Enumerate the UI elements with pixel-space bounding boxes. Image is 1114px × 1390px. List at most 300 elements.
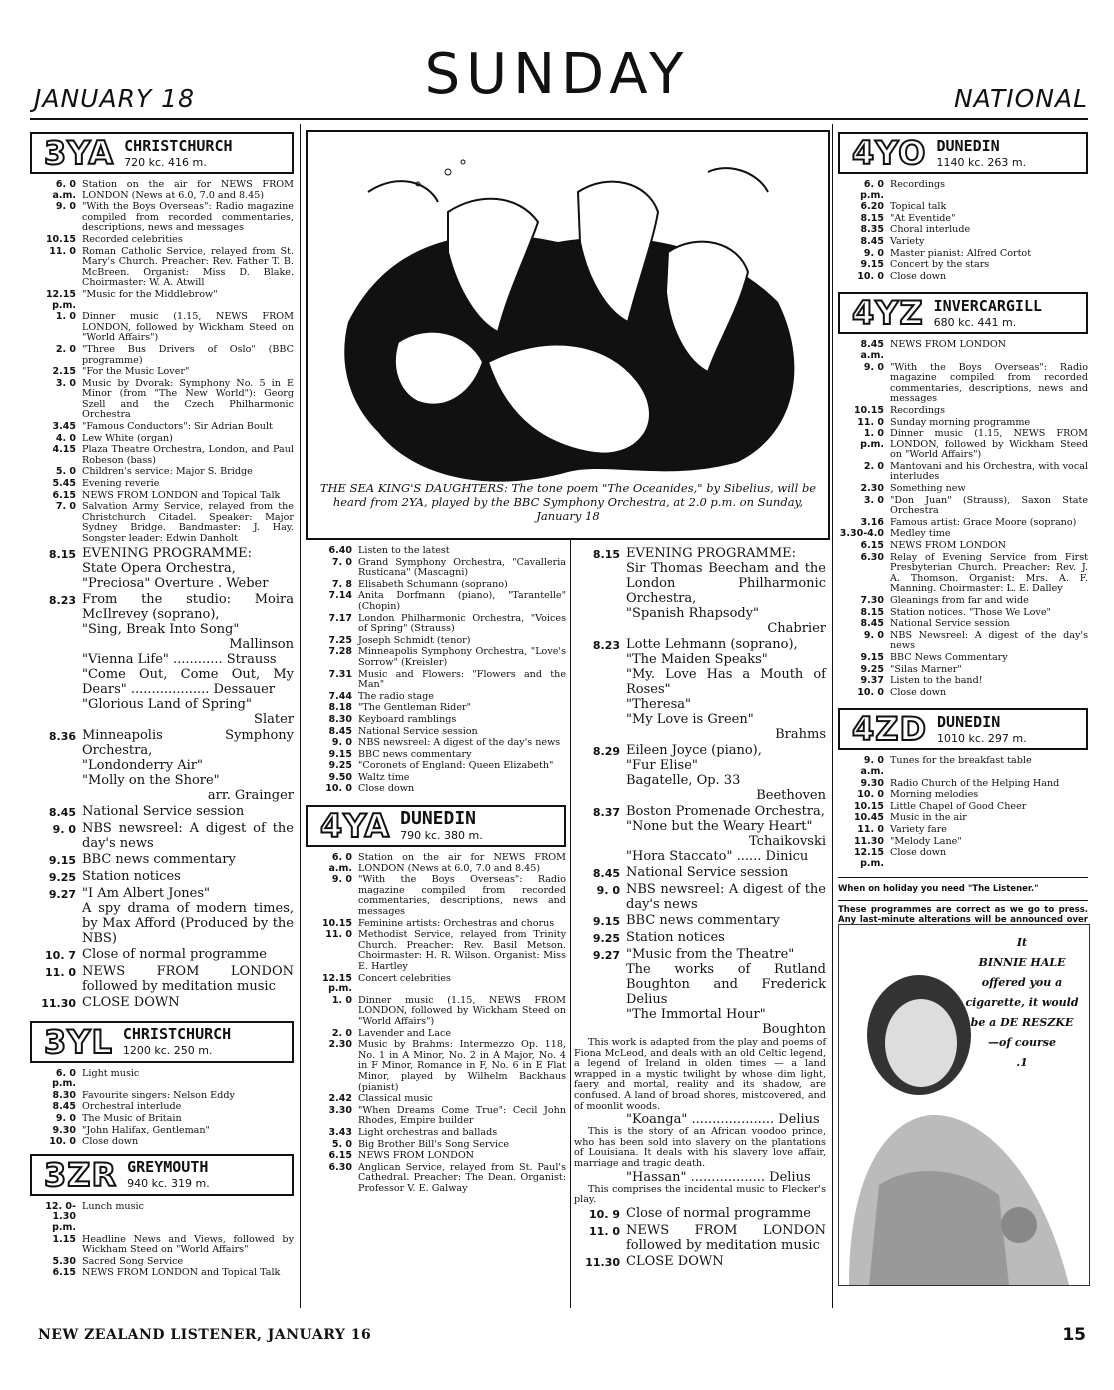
programme-time: 9.50 — [328, 771, 352, 783]
programme-time: 7.31 — [328, 668, 352, 680]
programme-time: 9.25 — [860, 663, 884, 675]
programme-item: 9. 0 NBS newsreel: A digest of the day's news — [52, 820, 294, 851]
programme-time: 9.25 — [328, 760, 352, 772]
programme-title: Variety fare — [890, 823, 947, 835]
programme-item — [838, 665, 1088, 676]
programme-item — [30, 445, 294, 466]
programme-title: NEWS FROM LONDON and Topical Talk — [82, 489, 281, 501]
programme-item — [838, 653, 1088, 664]
programme-time: 7.14 — [328, 590, 352, 602]
programme-time: 11. 0 — [325, 929, 352, 941]
programme-title: Mantovani and his Orchestra, with vocal interludes — [890, 460, 1088, 483]
programme-item — [30, 247, 294, 289]
programme-title: Recorded celebrities — [82, 233, 183, 245]
programme-title: "Music for the Middlebrow" — [82, 288, 218, 300]
programme-item — [838, 676, 1088, 687]
programme-time: 8.45 a.m. — [860, 339, 884, 361]
programme-item: 9. 0 NBS newsreel: A digest of the day's news — [596, 882, 826, 912]
programme-title: Tunes for the breakfast table — [890, 755, 1032, 767]
programme-time: 2.30 — [860, 483, 884, 495]
programme-item — [30, 367, 294, 378]
programme-item — [838, 790, 1088, 801]
programme-time: 7. 0 — [331, 556, 352, 568]
holiday-note: When on holiday you need "The Listener." — [838, 884, 1039, 895]
programme-title: Listen to the latest — [358, 545, 450, 556]
programme-item — [838, 214, 1088, 225]
ad-line: .1 — [1016, 1056, 1028, 1069]
programme-title: The Music of Britain — [82, 1112, 182, 1124]
programme-item: 9.15 BBC news commentary — [592, 913, 780, 928]
programme-title: Morning melodies — [890, 789, 979, 801]
programme-time: 2.15 — [52, 366, 76, 378]
programme-item — [30, 1069, 294, 1090]
programme-title: Close down — [890, 270, 947, 282]
column-4 — [838, 130, 1088, 935]
programme-item — [306, 580, 566, 591]
programme-time: 8.30 — [52, 1089, 76, 1101]
programme-title: Medley time — [890, 528, 951, 540]
ad-line: It — [1016, 936, 1028, 949]
programme-item — [838, 462, 1088, 483]
programme-time: 6.15 — [860, 540, 884, 552]
programme-item: 9.25 Station notices — [592, 930, 725, 945]
programme-item — [306, 715, 566, 726]
programme-time: 8.45 — [52, 1101, 76, 1113]
programme-item — [306, 670, 566, 691]
ad-line: cigarette, it would — [965, 996, 1079, 1009]
programme-item — [306, 773, 566, 784]
station-logo: 3ZR — [44, 1155, 118, 1194]
programme-item — [838, 363, 1088, 405]
programme-time: 9. 0 — [863, 361, 884, 373]
programme-title: Headline News and Views, followed by Wickham Steed on "World Affairs" — [82, 1233, 294, 1256]
programme-title: Music and Flowers: "Flowers and the Man" — [358, 668, 566, 691]
programme-time: 8.15 — [860, 606, 884, 618]
programme-title: NBS newsreel: A digest of the day's news — [358, 737, 561, 749]
ad-line: offered you a — [981, 976, 1063, 989]
de-reszke-advertisement — [838, 924, 1090, 1286]
programme-item — [30, 422, 294, 433]
programme-item — [306, 738, 566, 749]
programme-title: Plaza Theatre Orchestra, London, and Paul Robeson (bass) — [82, 444, 294, 466]
programme-time: 8.45 — [860, 235, 884, 247]
station-frequency: 790 kc. 380 m. — [400, 828, 483, 842]
programme-note: This is the story of an African voodoo prince, who has been sold into slavery on the plantations of Louisiana. It deals with his slavery love affair, marriage and tragic death. — [574, 1126, 826, 1169]
programme-item — [306, 614, 566, 635]
programme-item — [306, 558, 566, 579]
programme-item — [306, 591, 566, 612]
programme-time: 9.30 — [860, 777, 884, 789]
programme-time: 6. 0 a.m. — [52, 179, 76, 201]
programme-time: 10. 0 — [49, 1136, 76, 1148]
programme-time: 7.17 — [328, 612, 352, 624]
programme-item — [306, 1106, 566, 1127]
programme-time: 5.30 — [52, 1255, 76, 1267]
programme-title: "Don Juan" (Strauss), Saxon State Orchestra — [890, 494, 1088, 517]
station-name: GREYMOUTH — [127, 1158, 209, 1177]
programme-time: 9. 0 — [55, 1112, 76, 1124]
programme-item: 8.37 Boston Promenade Orchestra, "None but the Weary Heart" Tchaikovski "Hora Staccato" ...... Dinicu — [592, 804, 826, 864]
programme-item — [306, 750, 566, 761]
programme-time: 8.45 — [860, 618, 884, 630]
programme-title: Orchestral interlude — [82, 1101, 182, 1113]
programme-item — [30, 180, 294, 201]
programme-time: 6.15 — [328, 1150, 352, 1162]
programme-title: Station on the air for NEWS FROM LONDON (News at 6.0, 7.0 and 8.45) — [82, 179, 294, 201]
programme-item — [838, 541, 1088, 552]
programme-item — [306, 647, 566, 668]
programme-item — [30, 491, 294, 502]
programme-item: 8.15 EVENING PROGRAMME: State Opera Orchestra, "Preciosa" Overture . Weber — [48, 545, 269, 591]
programme-item — [30, 1257, 294, 1268]
network-heading: NATIONAL — [953, 84, 1088, 113]
programme-list-3yl — [30, 1069, 294, 1148]
programme-time: 9.30 — [52, 1124, 76, 1136]
programme-title: Radio Church of the Helping Hand — [890, 777, 1060, 789]
programme-item — [838, 596, 1088, 607]
programme-time: 9. 0 — [863, 247, 884, 259]
station-name: DUNEDIN — [400, 807, 476, 829]
programme-title: Concert by the stars — [890, 259, 990, 271]
programme-item — [30, 235, 294, 246]
programme-time: 2. 0 — [55, 343, 76, 355]
programme-time: 3.45 — [52, 421, 76, 433]
column-2 — [306, 546, 566, 1195]
programme-item — [838, 518, 1088, 529]
column-3 — [574, 546, 826, 1271]
programme-item — [30, 1202, 294, 1234]
programme-item: 8.23 From the studio: Moira McIlrevey (soprano), "Sing, Break Into Song" Mallinson "Vienna Life" ............ Strauss "Come Out, Come Out, My Dears" ................... Dessauer "Glorious Land of Spring" Slater — [48, 591, 294, 727]
programme-item — [30, 1126, 294, 1137]
programme-item — [838, 779, 1088, 790]
programme-title: NEWS FROM LONDON — [890, 339, 1007, 351]
programme-time: 6. 0 p.m. — [860, 179, 884, 201]
programme-title: Children's service: Major S. Bridge — [82, 466, 253, 478]
programme-time: 2. 0 — [331, 1027, 352, 1039]
programme-item — [838, 631, 1088, 652]
station-header-3ya — [30, 132, 294, 174]
programme-title: Waltz time — [358, 771, 410, 783]
programme-item — [838, 825, 1088, 836]
programme-item: "Hassan" .................. Delius — [626, 1169, 811, 1185]
programme-time: 10.15 — [45, 233, 76, 245]
programme-title: "With the Boys Overseas": Radio magazine compiled from recorded commentaries, descriptions, news and messages — [82, 201, 294, 234]
programme-time: 9.15 — [328, 748, 352, 760]
programme-title: Light orchestras and ballads — [358, 1126, 498, 1138]
mermaids-drawing — [308, 132, 824, 534]
programme-title: NBS Newsreel: A digest of the day's news — [890, 629, 1088, 652]
programme-item — [30, 434, 294, 445]
programme-time: 6.40 — [328, 545, 352, 556]
programme-item — [838, 429, 1088, 461]
programme-item — [30, 1091, 294, 1102]
station-frequency: 940 kc. 319 m. — [127, 1177, 210, 1191]
ad-line: BINNIE HALE — [978, 956, 1066, 969]
programme-item: 8.23 Lotte Lehmann (soprano), "The Maiden Speaks" "My. Love Has a Mouth of Roses" "Theresa" "My Love is Green" Brahms — [592, 637, 826, 742]
station-logo: 4YA — [320, 807, 391, 846]
programme-time: 2. 0 — [863, 460, 884, 472]
programme-title: "Famous Conductors": Sir Adrian Boult — [82, 421, 273, 433]
programme-title: Lew White (organ) — [82, 432, 173, 444]
column-divider — [832, 124, 833, 1308]
programme-time: 6. 0 p.m. — [52, 1067, 76, 1090]
programme-time: 11. 0 — [857, 416, 884, 428]
programme-time: 9. 0 a.m. — [860, 755, 884, 777]
programme-item — [838, 802, 1088, 813]
programme-time: 7. 8 — [331, 578, 352, 590]
programme-time: 9. 0 — [863, 629, 884, 641]
programme-title: Close down — [890, 847, 947, 859]
programme-title: The radio stage — [358, 690, 434, 702]
programme-title: "When Dreams Come True": Cecil John Rhodes, Empire builder — [358, 1104, 566, 1127]
ad-line: be a DE RESZKE — [970, 1016, 1074, 1029]
header-rule — [30, 118, 1088, 120]
programme-item: 8.45 National Service session — [592, 865, 789, 880]
programme-title: Music in the air — [890, 812, 967, 824]
programme-title: Master pianist: Alfred Cortot — [890, 247, 1032, 259]
programme-item — [306, 1128, 566, 1139]
programme-title: "Melody Lane" — [890, 835, 962, 847]
programme-time: 9.15 — [860, 651, 884, 663]
programme-title: Joseph Schmidt (tenor) — [358, 634, 471, 646]
programme-item — [838, 484, 1088, 495]
programme-title: Classical music — [358, 1093, 433, 1105]
programme-title: Grand Symphony Orchestra, "Cavalleria Rusticana" (Mascagni) — [358, 556, 566, 579]
station-header-4zd — [838, 708, 1088, 750]
programme-title: Station notices. "Those We Love" — [890, 606, 1051, 618]
programme-note: This work is adapted from the play and poems of Fiona McLeod, and deals with an old Celtic legend, a legend of Ireland in olden times — a land wrapped in a mystic twilight by whose dim light, faery and mortal, reality and its shadow, are confused. A land of broad shores, mistcovered, and of moonlit woods. — [574, 1037, 826, 1112]
station-logo: 3YA — [44, 134, 115, 172]
programme-item: 8.29 Eileen Joyce (piano), "Fur Elise" Bagatelle, Op. 33 Beethoven — [592, 743, 826, 803]
programme-time: 6.30 — [860, 551, 884, 563]
programme-time: 10. 0 — [325, 783, 352, 795]
column-divider — [570, 540, 571, 1308]
station-header-3zr — [30, 1154, 294, 1196]
programme-item — [306, 727, 566, 738]
programme-item — [838, 608, 1088, 619]
mermaids-illustration — [306, 130, 830, 540]
programme-time: 6.20 — [860, 201, 884, 213]
programme-item — [838, 180, 1088, 201]
programme-list-4yo — [838, 180, 1088, 282]
programme-title: Relay of Evening Service from First Presbyterian Church. Preacher: Rev. J. A. Thomson. Organist: Mrs. A. F. Manning. Choirmaster: L. E. Dalley — [890, 551, 1088, 595]
programme-item — [838, 260, 1088, 271]
programme-time: 4. 0 — [55, 432, 76, 444]
programme-item — [306, 1163, 566, 1195]
programme-item — [306, 974, 566, 995]
programme-item — [30, 1137, 294, 1148]
programme-title: Dinner music (1.15, NEWS FROM LONDON, followed by Wickham Steed on "World Affairs") — [82, 311, 294, 344]
programme-title: "With the Boys Overseas": Radio magazine compiled from recorded commentaries, descriptions, news and messages — [890, 361, 1088, 405]
programme-time: 7.25 — [328, 634, 352, 646]
programme-time: 6.15 — [52, 1267, 76, 1279]
programme-item: 11.30 CLOSE DOWN — [585, 1253, 724, 1269]
programme-note: This comprises the incidental music to Flecker's play. — [574, 1183, 826, 1206]
programme-title: Close down — [82, 1136, 139, 1148]
footer-publication: NEW ZEALAND LISTENER, JANUARY 16 — [38, 1327, 372, 1343]
programme-item — [306, 692, 566, 703]
station-name: DUNEDIN — [937, 712, 1001, 731]
programme-time: 11. 0 — [857, 823, 884, 835]
programme-title: Music by Brahms: Intermezzo Op. 118, No. 1 in A Minor, No. 2 in A Major, No. 4 in F Minor, Romance in F, No. 6 in E Flat Minor, played by Wilhelm Backhaus (pianist) — [358, 1039, 566, 1093]
programme-time: 10.15 — [321, 917, 352, 929]
programme-item: 8.36 Minneapolis Symphony Orchestra, "Londonderry Air" "Molly on the Shore" arr. Grainger — [48, 727, 294, 803]
programme-time: 9. 0 — [55, 201, 76, 213]
programme-time: 3. 0 — [863, 494, 884, 506]
programme-item: 11. 0 NEWS FROM LONDON followed by meditation music — [589, 1222, 826, 1253]
programme-time: 6. 0 a.m. — [328, 852, 352, 874]
programme-item — [838, 837, 1088, 848]
programme-time: 3.30-4.0 — [839, 528, 884, 540]
programme-item: 9.27 "Music from the Theatre" The works of Rutland Boughton and Frederick Delius "The Immortal Hour" Boughton — [592, 947, 826, 1037]
programme-title: NEWS FROM LONDON — [890, 540, 1007, 552]
column-divider — [300, 124, 301, 1308]
programme-time: 7. 0 — [55, 501, 76, 513]
programme-item — [30, 1235, 294, 1256]
programme-title: Sunday morning programme — [890, 416, 1031, 428]
programme-item — [306, 1029, 566, 1040]
programme-time: 1. 0 — [331, 994, 352, 1006]
programme-time: 3.30 — [328, 1104, 352, 1116]
programme-item — [30, 202, 294, 234]
programme-title: Concert celebrities — [358, 972, 451, 984]
programme-time: 7.28 — [328, 646, 352, 658]
programme-item — [838, 272, 1088, 283]
programme-title: Feminine artists: Orchestras and chorus — [358, 917, 555, 929]
programme-title: Salvation Army Service, relayed from the Christchurch Citadel. Speaker: Major Sydney Bridge. Bandmaster: J. Hay. Songster leader: Edwin Danholt — [82, 501, 294, 544]
station-frequency: 1140 kc. 263 m. — [936, 155, 1027, 169]
programme-title: Close down — [358, 783, 415, 795]
programme-title: Anglican Service, relayed from St. Paul's Cathedral. Preacher: The Dean. Organist: Professor V. E. Galway — [358, 1161, 566, 1194]
programme-item — [306, 853, 566, 874]
station-logo: 4ZD — [852, 710, 928, 749]
programme-title: Big Brother Bill's Song Service — [358, 1138, 510, 1150]
station-logo: 3YL — [44, 1022, 113, 1061]
programme-time: 10.15 — [853, 800, 884, 812]
programme-item — [306, 919, 566, 930]
programme-item — [306, 784, 566, 795]
programme-item — [306, 546, 566, 557]
programme-title: Minneapolis Symphony Orchestra, "Love's Sorrow" (Kreisler) — [358, 646, 566, 668]
station-header-3yl — [30, 1021, 294, 1063]
programme-title: Station on the air for NEWS FROM LONDON (News at 6.0, 7.0 and 8.45) — [358, 852, 566, 874]
station-logo: 4YZ — [852, 294, 924, 333]
programme-title: "Three Bus Drivers of Oslo" (BBC programme) — [82, 343, 294, 366]
programme-time: 12.15 p.m. — [45, 288, 76, 311]
programme-time: 1.15 — [52, 1233, 76, 1245]
programme-title: NEWS FROM LONDON — [358, 1150, 475, 1162]
programme-title: Famous artist: Grace Moore (soprano) — [890, 516, 1077, 528]
programme-item: 8.45 National Service session — [48, 803, 245, 819]
alterations-note: These programmes are correct as we go to press. Any last-minute alterations will be announced over — [838, 905, 1088, 926]
programme-time: 1. 0 — [55, 311, 76, 323]
programme-time: 10.15 — [853, 404, 884, 416]
programme-title: Recordings — [890, 404, 946, 416]
programme-time: 7.30 — [860, 595, 884, 606]
station-frequency: 1010 kc. 297 m. — [937, 731, 1027, 745]
programme-item — [30, 479, 294, 490]
programme-item — [838, 418, 1088, 429]
programme-item — [306, 996, 566, 1028]
programme-list-4ya — [306, 853, 566, 1194]
programme-time: 10. 0 — [857, 686, 884, 698]
programme-item — [30, 345, 294, 366]
programme-title: "For the Music Lover" — [82, 366, 190, 378]
programme-item — [30, 1102, 294, 1113]
programme-item: 10. 9 Close of normal programme — [589, 1205, 811, 1221]
programme-title: Music by Dvorak: Symphony No. 5 in E Minor (from "The New World"): Georg Szell and the Czech Philharmonic Orchestra — [82, 377, 294, 421]
programme-title: Listen to the band! — [890, 675, 983, 687]
programme-time: 9. 0 — [331, 737, 352, 749]
programme-time: 8.45 — [328, 725, 352, 737]
programme-title: Topical talk — [890, 201, 947, 213]
programme-title: Lavender and Lace — [358, 1027, 452, 1039]
programme-title: Dinner music (1.15, NEWS FROM LONDON, followed by Wickham Steed on "World Affairs") — [358, 994, 566, 1027]
programme-list-3ya — [30, 180, 294, 545]
programme-title: Close down — [890, 686, 947, 698]
station-logo: 4YO — [852, 134, 927, 172]
programme-time: 6.15 — [52, 489, 76, 501]
programme-title: London Philharmonic Orchestra, "Voices of Spring" (Strauss) — [358, 612, 566, 635]
programme-time: 7.44 — [328, 690, 352, 702]
programme-time: 8.18 — [328, 702, 352, 714]
programme-time: 3. 0 — [55, 377, 76, 389]
programme-time: 8.15 — [860, 212, 884, 224]
programme-time: 6.30 — [328, 1161, 352, 1173]
programme-item — [306, 761, 566, 772]
programme-time: 2.30 — [328, 1039, 352, 1051]
column-1 — [30, 130, 294, 1280]
programme-title: Variety — [890, 235, 925, 247]
programme-title: Little Chapel of Good Cheer — [890, 800, 1027, 812]
programme-title: "The Gentleman Rider" — [358, 702, 471, 714]
station-name: CHRISTCHURCH — [124, 136, 233, 155]
programme-item — [30, 502, 294, 544]
ad-line: —of course — [988, 1036, 1056, 1049]
programme-item: 9.15 BBC news commentary — [48, 851, 236, 867]
programme-item — [838, 202, 1088, 213]
programme-title: Favourite singers: Nelson Eddy — [82, 1089, 235, 1101]
programme-time: 10. 0 — [857, 789, 884, 801]
programme-time: 12. 0-1.30 p.m. — [45, 1200, 76, 1233]
programme-time: 11. 0 — [49, 245, 76, 257]
programme-list-4zd — [838, 756, 1088, 869]
programme-item — [838, 496, 1088, 517]
programme-item: 8.15 EVENING PROGRAMME: Sir Thomas Beecham and the London Philharmonic Orchestra, "Spanish Rhapsody" Chabrier — [592, 546, 826, 636]
programme-title: National Service session — [890, 618, 1010, 630]
programme-title: NEWS FROM LONDON and Topical Talk — [82, 1267, 281, 1279]
programme-list-continuation — [306, 546, 566, 795]
programme-item — [306, 1040, 566, 1093]
illustration-caption: THE SEA KING'S DAUGHTERS: The tone poem "The Oceanides," by Sibelius, will be heard from 2YA, played by the BBC Symphony Orchestra, at 2.0 p.m. on Sunday, January 18 — [319, 481, 817, 523]
programme-title: Anita Dorfmann (piano), "Tarantelle" (Chopin) — [358, 590, 566, 612]
programme-title: BBC news commentary — [358, 748, 472, 760]
programme-title: Something new — [890, 483, 966, 495]
programme-item — [30, 312, 294, 344]
programme-item: 9.25 Station notices — [48, 868, 181, 884]
programme-time: 3.16 — [860, 516, 884, 528]
programme-item — [838, 619, 1088, 630]
programme-list-3zr — [30, 1202, 294, 1279]
programme-item: 11. 0 NEWS FROM LONDON followed by meditation music — [45, 963, 294, 994]
programme-item — [30, 1114, 294, 1125]
programme-title: "At Eventide" — [890, 212, 956, 224]
programme-title: Lunch music — [82, 1200, 144, 1212]
programme-item — [838, 249, 1088, 260]
page-number: 15 — [1062, 1325, 1086, 1345]
programme-time: 12.15 p.m. — [853, 847, 884, 869]
programme-title: Choral interlude — [890, 224, 971, 236]
